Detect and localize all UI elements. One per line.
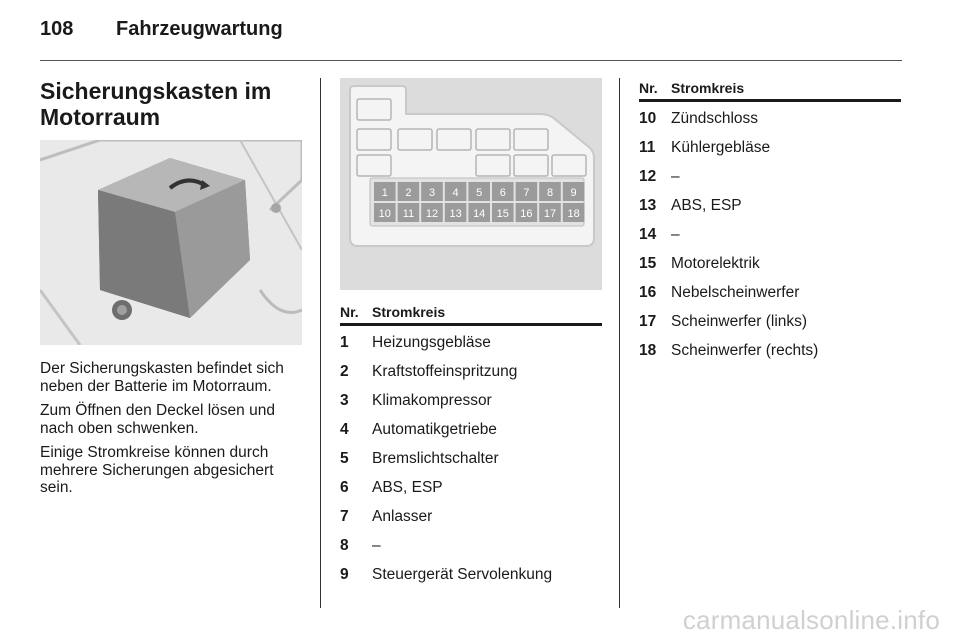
- fuse-slot-label: 16: [520, 208, 533, 220]
- chapter-title: Fahrzeugwartung: [116, 18, 283, 40]
- table-row: [340, 560, 602, 589]
- table-header: [340, 304, 602, 326]
- table-row: [639, 104, 901, 133]
- paragraph-opening: Zum Öffnen den Deckel lösen und nach oben schwenken.: [40, 402, 275, 437]
- body-text: [40, 360, 308, 504]
- fuse-slot-label: 14: [473, 208, 486, 220]
- fuse-number: 18: [639, 341, 657, 359]
- circuit-name: Bremslichtschalter: [372, 449, 499, 467]
- fuse-box-photo-drawing: [40, 140, 302, 345]
- fuse-slot-label: 11: [402, 208, 415, 220]
- paragraph-location: Der Sicherungskasten befindet sich neben der Batterie im Motorraum.: [40, 360, 284, 395]
- table-row: [639, 307, 901, 336]
- table-row: [639, 278, 901, 307]
- circuit-name: ABS, ESP: [671, 196, 742, 214]
- fuse-slot-label: 17: [543, 208, 557, 220]
- table-row: [639, 162, 901, 191]
- fuse-slot-label: 5: [476, 187, 483, 199]
- circuit-name: –: [671, 167, 680, 185]
- fuse-slot-label: 18: [567, 208, 580, 220]
- table-row: [340, 328, 602, 357]
- header-rule: [40, 60, 902, 61]
- fuse-slot-label: 12: [425, 208, 439, 220]
- table-body: [639, 102, 901, 365]
- paragraph-multiple-fuses: Einige Stromkreise können durch mehrere Sicherungen abgesichert sein.: [40, 444, 274, 496]
- fuse-box-photo: [40, 140, 302, 345]
- circuit-name: Heizungsgebläse: [372, 333, 491, 351]
- circuit-name: –: [671, 225, 680, 243]
- fuse-slot-label: 10: [378, 208, 391, 220]
- page-number: 108: [40, 18, 74, 40]
- column-header-nr: Nr.: [340, 304, 359, 320]
- fuse-number: 5: [340, 449, 349, 467]
- fuse-layout-diagram: [340, 78, 602, 290]
- fuse-slot-label: 2: [405, 187, 412, 199]
- fuse-number: 13: [639, 196, 657, 214]
- fuse-number: 10: [639, 109, 657, 127]
- section-title: Sicherungskasten im Motorraum: [40, 78, 272, 130]
- circuit-name: Zündschloss: [671, 109, 759, 127]
- table-row: [639, 220, 901, 249]
- fuse-table-left: [340, 304, 602, 589]
- fuse-number: 7: [340, 507, 349, 525]
- fuse-number: 8: [340, 536, 349, 554]
- fuse-slot-label: 1: [381, 187, 388, 199]
- fuse-number: 1: [340, 333, 349, 351]
- fuse-number: 6: [340, 478, 349, 496]
- table-row: [340, 473, 602, 502]
- fuse-layout-drawing: [340, 78, 602, 290]
- fuse-number: 11: [639, 138, 656, 156]
- table-row: [340, 502, 602, 531]
- table-row: [340, 357, 602, 386]
- circuit-name: Automatikgetriebe: [372, 420, 497, 438]
- fuse-slot-label: 9: [570, 187, 577, 199]
- column-divider-right: [619, 78, 620, 608]
- circuit-name: Klimakompressor: [372, 391, 492, 409]
- watermark: carmanualsonline.info: [682, 605, 940, 635]
- fuse-number: 14: [639, 225, 657, 243]
- circuit-name: Steuergerät Servolenkung: [372, 565, 553, 583]
- fuse-slot-label: 15: [496, 208, 509, 220]
- circuit-name: Kühlergebläse: [671, 138, 771, 156]
- table-row: [340, 415, 602, 444]
- circuit-name: Scheinwerfer (rechts): [671, 341, 819, 359]
- fuse-number: 16: [639, 283, 657, 301]
- table-row: [340, 386, 602, 415]
- table-row: [639, 133, 901, 162]
- table-header: [639, 80, 901, 102]
- fuse-slot-label: 13: [449, 208, 462, 220]
- circuit-name: Kraftstoffeinspritzung: [372, 362, 518, 380]
- circuit-name: ABS, ESP: [372, 478, 443, 496]
- circuit-name: –: [372, 536, 381, 554]
- page-header: [40, 18, 902, 62]
- fuse-slot-label: 7: [523, 187, 530, 199]
- circuit-name: Nebelscheinwerfer: [671, 283, 800, 301]
- table-body: [340, 326, 602, 589]
- fuse-table-right: [639, 80, 901, 365]
- table-row: [639, 249, 901, 278]
- column-header-circuit: Stromkreis: [372, 304, 446, 320]
- fuse-number: 4: [340, 420, 349, 438]
- fuse-slot-label: 4: [452, 187, 459, 199]
- column-divider-left: [320, 78, 321, 608]
- fuse-slot-label: 8: [546, 187, 554, 199]
- fuse-number: 3: [340, 391, 349, 409]
- fuse-slot-label: 3: [428, 187, 436, 199]
- table-row: [639, 191, 901, 220]
- circuit-name: Motorelektrik: [671, 254, 760, 272]
- circuit-name: Anlasser: [372, 507, 433, 525]
- column-header-circuit: Stromkreis: [671, 80, 745, 96]
- circuit-name: Scheinwerfer (links): [671, 312, 808, 330]
- table-row: [340, 531, 602, 560]
- table-row: [639, 336, 901, 365]
- fuse-number: 9: [340, 565, 349, 583]
- fuse-number: 17: [639, 312, 657, 330]
- fuse-number: 15: [639, 254, 657, 272]
- fuse-number: 2: [340, 362, 349, 380]
- column-header-nr: Nr.: [639, 80, 658, 96]
- fuse-number: 12: [639, 167, 657, 185]
- fuse-slot-label: 6: [499, 187, 506, 199]
- table-row: [340, 444, 602, 473]
